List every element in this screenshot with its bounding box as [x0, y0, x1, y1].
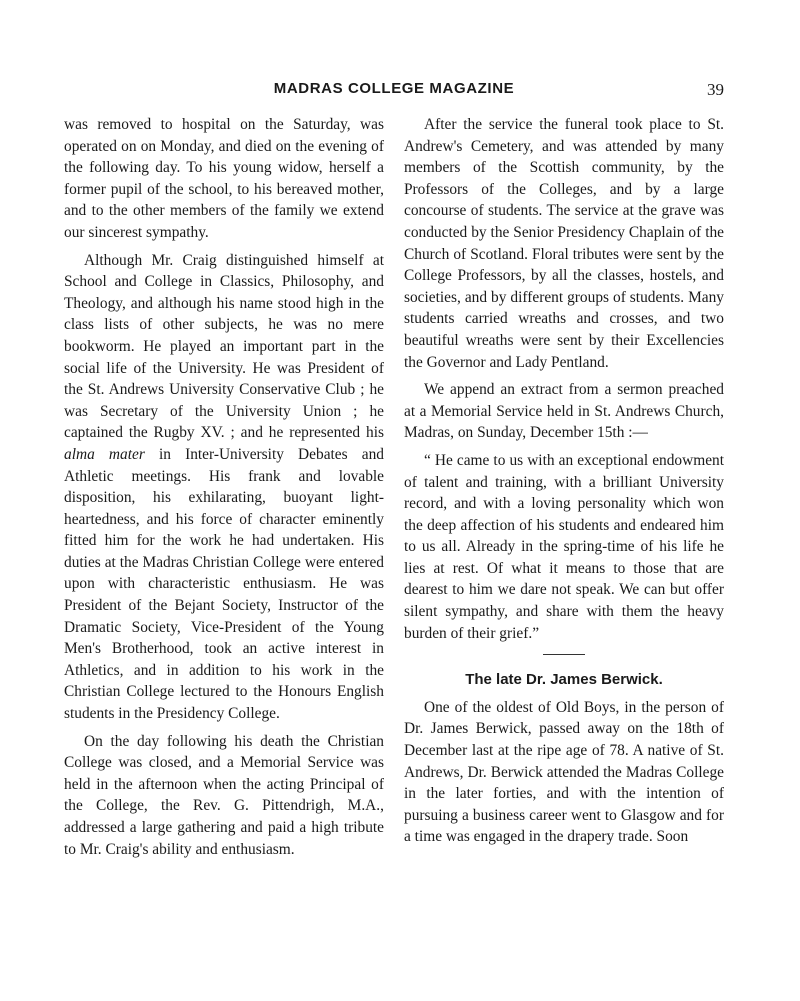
right-column	[404, 114, 724, 854]
magazine-title: MADRAS COLLEGE MAGAZINE	[273, 80, 515, 97]
paragraph: After the service the funeral took place to St. Andrew's Cemetery, and was attended by many members of the Scottish community, by the Professors of the Colleges, and by a large concourse of students. The service at the grave was conducted by the Senior Presidency Chaplain of the Church of Scotland. Floral tributes were sent by the College Professors, by all the classes, hostels, and societies, and by different groups of students. Many students carried wreaths and crosses, and two beautiful wreaths were sent by their Excellencies the Governor and Lady Pentland.	[404, 116, 724, 371]
paragraph	[64, 250, 384, 725]
paragraph-text: Although Mr. Craig distinguished himself at School and College in Classics, Philosophy, and Theology, and although his name stood high in the class lists of other subjects, he was no mere bookworm. He played an important part in the social life of the University. He was President of the St. Andrews University Conservative Club ; he was Secretary of the University Union ; he captained the Rugby XV. ; and he represented his	[64, 251, 384, 442]
paragraph: was removed to hospital on the Saturday, was operated on on Monday, and died on the evening of the following day. To his young widow, herself a former pupil of the school, to his bereaved mother, and to the other members of the family we extend our sincerest sympathy.	[64, 116, 384, 241]
section-title: The late Dr. James Berwick.	[465, 671, 663, 689]
page-header	[64, 80, 724, 104]
left-column	[64, 114, 384, 866]
paragraph: We append an extract from a sermon preached at a Memorial Service held in St. Andrews Church, Madras, on Sunday, December 15th :—	[404, 381, 724, 442]
paragraph: On the day following his death the Christian College was closed, and a Memorial Service was held in the afternoon when the acting Principal of the College, the Rev. G. Pittendrigh, M.A., addressed a large gathering and paid a high tribute to Mr. Craig's ability and enthusiasm.	[64, 732, 384, 858]
italic-phrase: alma mater	[64, 445, 145, 463]
section-divider	[543, 654, 585, 655]
paragraph-text: in Inter-University Debates and Athletic meetings. His frank and lovable disposition, his exhilarating, buoyant light-heartedness, and his force of character eminently fitted him for the work he had undertaken. His duties at the Madras Christian College were entered upon with characteristic enthusiasm. He was President of the Bejant Society, Instructor of the Dramatic Society, Vice-President of the Young Men's Brotherhood, took an active interest in Athletics, and in addition to his work in the Christian College lectured to the Honours English students in the Presidency College.	[64, 445, 384, 723]
paragraph: One of the oldest of Old Boys, in the person of Dr. James Berwick, passed away on the 18th of December last at the ripe age of 78. A native of St. Andrews, Dr. Berwick attended the Madras College in the later forties, and with the intention of pursuing a business career went to Glasgow and for a time was engaged in the drapery trade. Soon	[404, 698, 724, 846]
page-number: 39	[707, 80, 724, 99]
quoted-extract: “ He came to us with an exceptional endowment of talent and training, with a brilliant University record, and with a loving personality which won the deep affection of his students and endeared him to us all. Already in the spring-time of his life he lies at rest. Of what it means to those that are dearest to him we dare not speak. We can but offer silent sympathy, and share with them the heavy burden of their grief.”	[404, 451, 724, 642]
